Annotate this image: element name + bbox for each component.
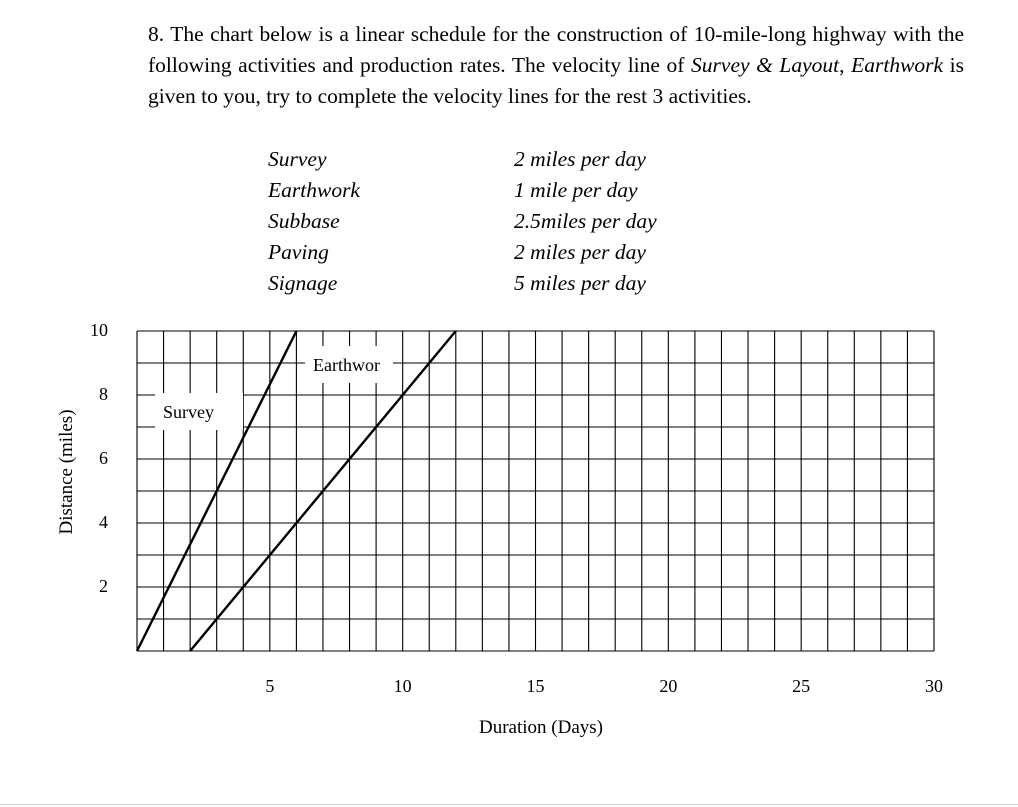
page-bottom-divider bbox=[0, 804, 1018, 805]
y-axis-label: Distance (miles) bbox=[56, 409, 77, 535]
question-text-part-1: The chart below is a linear schedule for the construction of 10-mile-long highway with the following activities and production rates. The velocity line of bbox=[148, 22, 964, 77]
x-tick-label: 25 bbox=[792, 676, 811, 696]
question-italic-earthwork: Earthwork bbox=[851, 53, 944, 77]
x-tick-label: 10 bbox=[393, 676, 412, 696]
series-label-survey: Survey bbox=[163, 402, 214, 422]
chart-grid bbox=[137, 331, 934, 651]
y-tick-label: 6 bbox=[99, 448, 108, 468]
x-tick-label: 30 bbox=[925, 676, 943, 696]
chart-series-labels bbox=[155, 346, 393, 430]
x-tick-label: 20 bbox=[659, 676, 678, 696]
activity-name: Earthwork bbox=[268, 178, 360, 202]
activity-rate: 2 miles per day bbox=[514, 147, 646, 171]
activity-name: Signage bbox=[268, 271, 338, 295]
series-label-earthwork: Earthwor bbox=[313, 355, 380, 375]
activity-name: Subbase bbox=[268, 209, 340, 233]
question-text-comma: , bbox=[839, 53, 845, 77]
activity-name: Survey bbox=[268, 147, 327, 171]
activity-rate: 2 miles per day bbox=[514, 240, 646, 264]
x-axis-label: Duration (Days) bbox=[479, 717, 603, 738]
y-tick-label: 8 bbox=[99, 384, 108, 404]
x-tick-label: 15 bbox=[526, 676, 545, 696]
y-tick-label: 4 bbox=[99, 512, 108, 532]
question-italic-survey-layout: Survey & Layout bbox=[691, 53, 840, 77]
y-tick-label: 10 bbox=[90, 320, 108, 340]
y-tick-label: 2 bbox=[99, 576, 108, 596]
question-text-part-2: is given to you, try to complete the velocity lines for the rest 3 activities. bbox=[148, 53, 964, 108]
question-number: 8. bbox=[148, 22, 165, 46]
activity-rate: 2.5miles per day bbox=[514, 209, 657, 233]
activity-rate: 1 mile per day bbox=[514, 178, 638, 202]
chart-ticks bbox=[90, 320, 943, 696]
activity-rate: 5 miles per day bbox=[514, 271, 646, 295]
x-tick-label: 5 bbox=[265, 676, 275, 696]
activity-name: Paving bbox=[268, 240, 329, 264]
